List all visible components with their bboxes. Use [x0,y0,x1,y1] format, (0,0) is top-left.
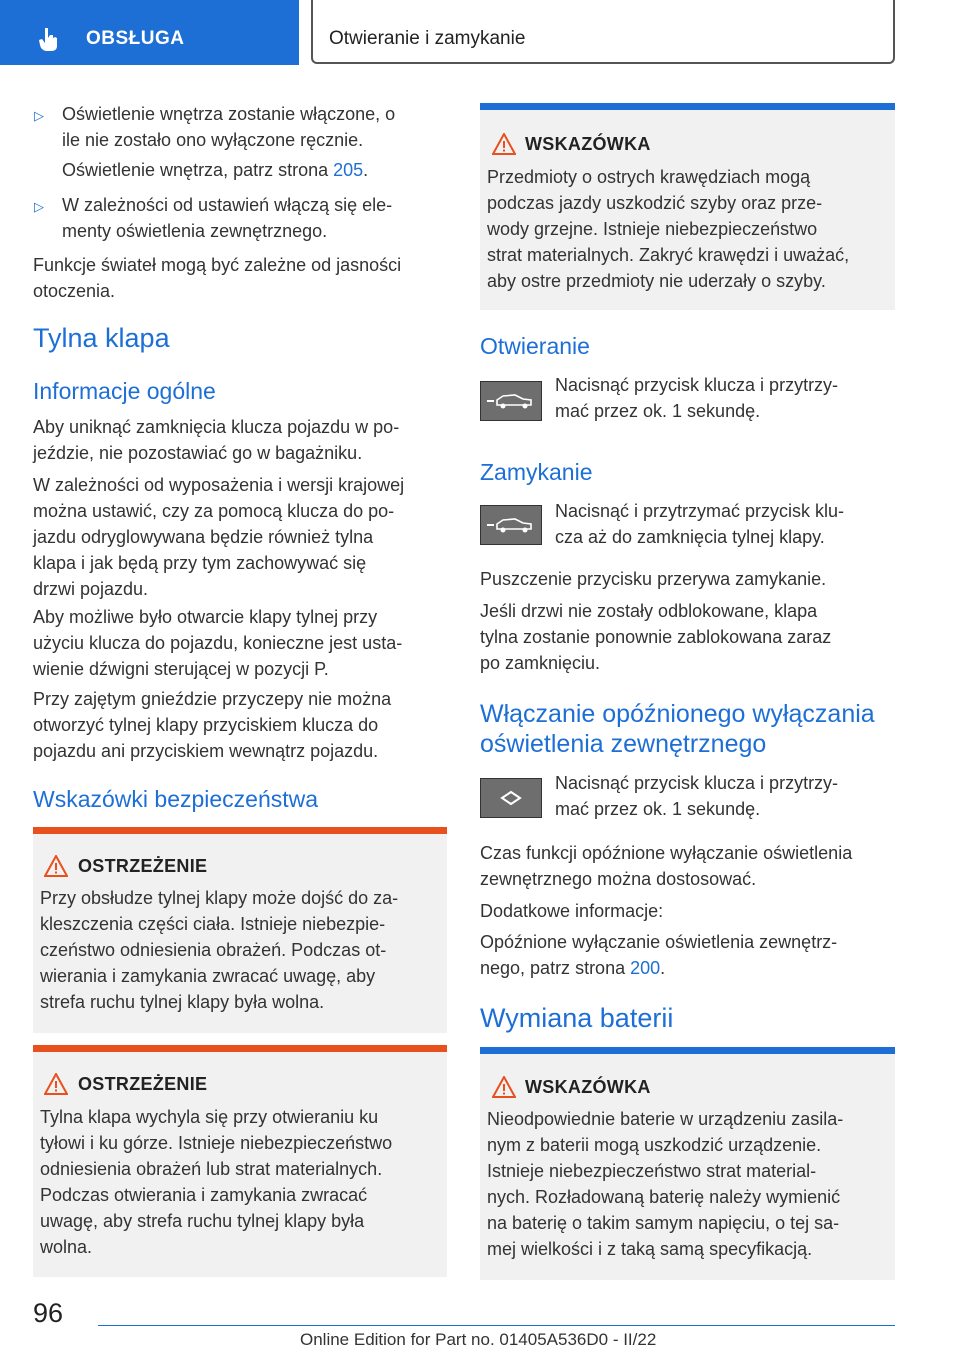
bullet-text: ile nie zostało ono wyłączone ręcznie. [62,130,364,150]
warning-text: Przy obsłudze tylnej klapy może dojść do za- [40,888,399,908]
paragraph: jeździe, nie pozostawiać go w bagażniku. [33,443,363,463]
light-key-icon [480,778,542,818]
chapter-title: Otwieranie i zamykanie [329,28,526,49]
warning-title: OSTRZEŻENIE [78,856,208,876]
warning-icon [44,855,68,882]
warning-icon [492,1076,516,1103]
bullet-text: menty oświetlenia zewnętrznego. [62,221,328,241]
warning-text: wierania i zamykania zwracać uwagę, aby [40,966,376,986]
paragraph: Aby uniknąć zamknięcia klucza pojazdu w po- [33,417,400,437]
paragraph: otoczenia. [33,281,116,301]
note-text: wody grzejne. Istnieje niebezpieczeństwo [487,219,818,239]
warning-text: strefa ruchu tylnej klapy była wolna. [40,992,325,1012]
note-text: nym z baterii mogą uszkodzić urządzenie. [487,1135,822,1155]
note-text: mej wielkości i z taką samą specyfikacją. [487,1239,813,1259]
warning-box [33,827,447,1033]
heading-zamykanie: Zamykanie [480,459,593,485]
instruction-text: Nacisnąć i przytrzymać przycisk klu- [555,501,845,521]
instruction-text: mać przez ok. 1 sekundę. [555,401,761,421]
paragraph: tylna zostanie ponownie zablokowana zaraz [480,627,832,647]
heading-wlaczanie-line2: oświetlenia zewnętrznego [480,730,767,758]
warning-text: Tylna klapa wychyla się przy otwieraniu ku [40,1107,379,1127]
note-box [480,103,895,310]
chapter-header [311,0,895,64]
crossref-text: nego, patrz strona 200. [480,958,666,978]
heading-bezpieczenstwo: Wskazówki bezpieczeństwa [33,786,319,812]
triangle-bullet-icon: ▷ [34,199,44,214]
note-text: na baterię o takim samym napięciu, o tej sa- [487,1213,840,1233]
note-text: Nieodpowiednie baterie w urządzeniu zasila- [487,1109,844,1129]
warning-text: tyłowi i ku górze. Istnieje niebezpieczeństwo [40,1133,393,1153]
paragraph: W zależności od wyposażenia i wersji krajowej [33,475,405,495]
note-bar [480,1047,895,1054]
warning-icon [492,133,516,160]
warning-bar [33,1045,447,1052]
paragraph: zewnętrznego można dostosować. [480,869,757,889]
note-title: WSKAZÓWKA [525,1077,651,1097]
warning-text: odniesienia obrażeń lub strat materialnych. [40,1159,383,1179]
paragraph: Czas funkcji opóźnione wyłączanie oświetlenia [480,843,853,863]
warning-box [33,1045,447,1277]
section-label: OBSŁUGA [86,28,185,49]
heading-wlaczanie: Włączanie opóźnionego wyłączania [480,700,875,728]
paragraph: użyciu klucza do pojazdu, konieczne jest usta- [33,633,403,653]
paragraph: po zamknięciu. [480,653,601,673]
instruction-text: Nacisnąć przycisk klucza i przytrzy- [555,375,839,395]
paragraph: Opóźnione wyłączanie oświetlenia zewnętrz- [480,932,838,952]
note-text: podczas jazdy uszkodzić szyby oraz prze- [487,193,823,213]
bullet-text: Oświetlenie wnętrza zostanie włączone, o [62,104,396,124]
note-title: WSKAZÓWKA [525,134,651,154]
heading-tylna-klapa: Tylna klapa [33,323,170,353]
paragraph: Jeśli drzwi nie zostały odblokowane, klapa [480,601,818,621]
warning-icon [44,1073,68,1100]
note-text: aby ostre przedmioty nie uderzały o szyby. [487,271,826,291]
tailgate-key-icon [480,505,542,545]
hand-icon [36,26,62,57]
paragraph: Funkcje świateł mogą być zależne od jasności [33,255,402,275]
bullet-text: W zależności od ustawień włączą się ele- [62,195,393,215]
paragraph: drzwi pojazdu. [33,579,149,599]
heading-otwieranie: Otwieranie [480,333,590,359]
warning-text: uwagę, aby strefa ruchu tylnej klapy była [40,1211,365,1231]
note-text: nych. Rozładowaną baterię należy wymienić [487,1187,841,1207]
tailgate-key-icon [480,381,542,421]
warning-title: OSTRZEŻENIE [78,1074,208,1094]
heading-wymiana-baterii: Wymiana baterii [480,1003,674,1033]
paragraph: klapa i jak będą przy tym zachowywać się [33,553,367,573]
edition-text: Online Edition for Part no. 01405A536D0 - II/22 [300,1330,657,1349]
paragraph: można ustawić, czy za pomocą klucza do po- [33,501,395,521]
footer-divider [98,1325,895,1326]
warning-text: czeństwo odniesienia obrażeń. Podczas ot- [40,940,387,960]
page-link[interactable]: 205 [333,160,364,180]
instruction-text: cza aż do zamknięcia tylnej klapy. [555,527,825,547]
warning-text: wolna. [40,1237,93,1257]
page-number: 96 [33,1298,64,1328]
paragraph: Aby możliwe było otwarcie klapy tylnej przy [33,607,378,627]
page-link[interactable]: 200 [630,958,661,978]
note-bar [480,103,895,110]
triangle-bullet-icon: ▷ [34,108,44,123]
paragraph: Przy zajętym gnieździe przyczepy nie można [33,689,392,709]
instruction-text: mać przez ok. 1 sekundę. [555,799,761,819]
paragraph: Puszczenie przycisku przerywa zamykanie. [480,569,827,589]
section-tab[interactable] [0,0,299,65]
warning-text: Podczas otwierania i zamykania zwracać [40,1185,368,1205]
paragraph: wienie dźwigni sterującej w pozycji P. [33,659,329,679]
note-text: Istnieje niebezpieczeństwo strat material- [487,1161,817,1181]
paragraph: Dodatkowe informacje: [480,901,664,921]
note-text: Przedmioty o ostrych krawędziach mogą [487,167,811,187]
warning-bar [33,827,447,834]
note-text: strat materialnych. Zakryć krawędzi i uważać, [487,245,850,265]
crossref-text: Oświetlenie wnętrza, patrz strona 205. [62,160,369,180]
warning-text: kleszczenia części ciała. Istnieje niebezpie- [40,914,386,934]
paragraph: otworzyć tylnej klapy przyciskiem klucza do [33,715,379,735]
heading-informacje: Informacje ogólne [33,378,216,404]
paragraph: jazdu odryglowywana będzie również tylna [33,527,374,547]
instruction-text: Nacisnąć przycisk klucza i przytrzy- [555,773,839,793]
paragraph: pojazdu ani przyciskiem wewnątrz pojazdu. [33,741,379,761]
note-box [480,1047,895,1280]
